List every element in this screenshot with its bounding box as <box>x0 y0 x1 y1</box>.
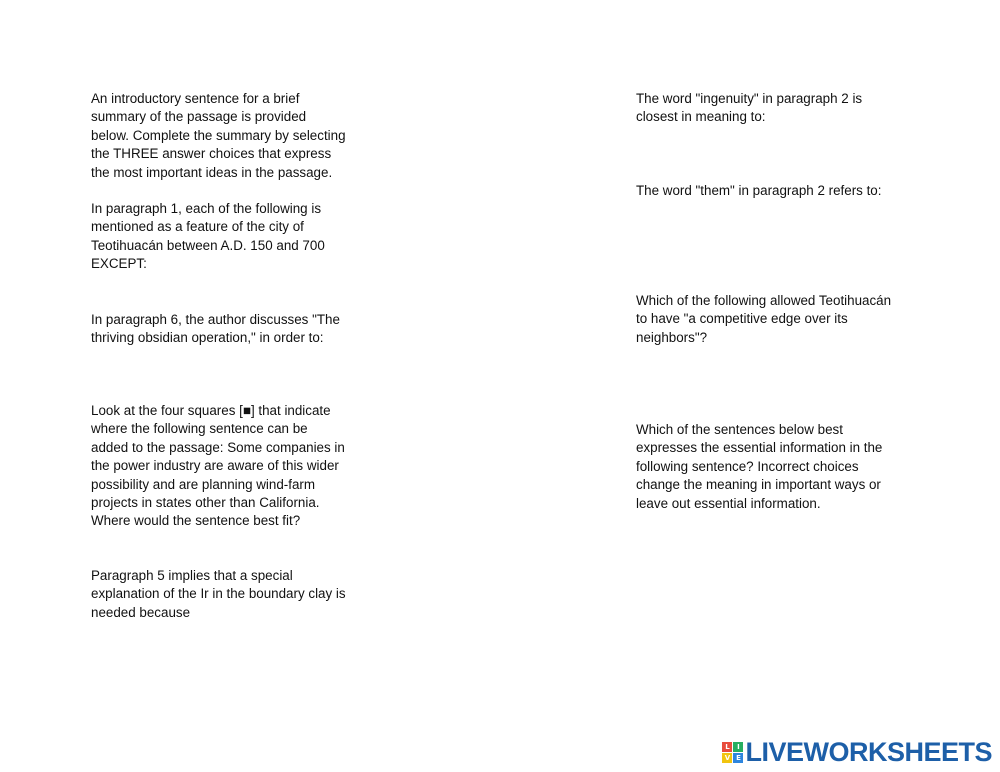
question-insert-sentence: Look at the four squares [■] that indicate where the following sentence can be added to the passage: Some companies in the power industry are aware of this wider possibility and are planning wind-farm projects in states other than California. Where would the sentence best fit? <box>91 403 345 529</box>
logo-cube: E <box>733 753 743 763</box>
question-competitive-edge: Which of the following allowed Teotihuacán to have "a competitive edge over its neighbors"? <box>636 293 892 345</box>
question-paragraph-1-except: In paragraph 1, each of the following is mentioned as a feature of the city of Teotihuacán between A.D. 150 and 700 EXCEPT: <box>91 201 325 272</box>
question-ingenuity-meaning: The word "ingenuity" in paragraph 2 is closest in meaning to: <box>636 91 863 125</box>
question-essential-information: Which of the sentences below best expresses the essential information in the following sentence? Incorrect choices change the meaning in important ways or leave out essential information. <box>636 422 883 511</box>
liveworksheets-logo <box>722 738 992 766</box>
logo-cube: V <box>722 753 732 763</box>
question-paragraph-6-purpose: In paragraph 6, the author discusses "The thriving obsidian operation," in order to: <box>91 312 340 346</box>
logo-cube: L <box>722 742 732 752</box>
logo-text: LIVEWORKSHEETS <box>745 736 992 767</box>
logo-cubes-icon <box>722 742 743 763</box>
question-them-refers: The word "them" in paragraph 2 refers to: <box>636 183 882 198</box>
question-paragraph-5-implies: Paragraph 5 implies that a special explanation of the Ir in the boundary clay is needed because <box>91 568 346 620</box>
question-summary: An introductory sentence for a brief summary of the passage is provided below. Complete the summary by selecting the THREE answer choices that express the most important ideas in the passage. <box>91 91 346 180</box>
logo-cube: I <box>733 742 743 752</box>
